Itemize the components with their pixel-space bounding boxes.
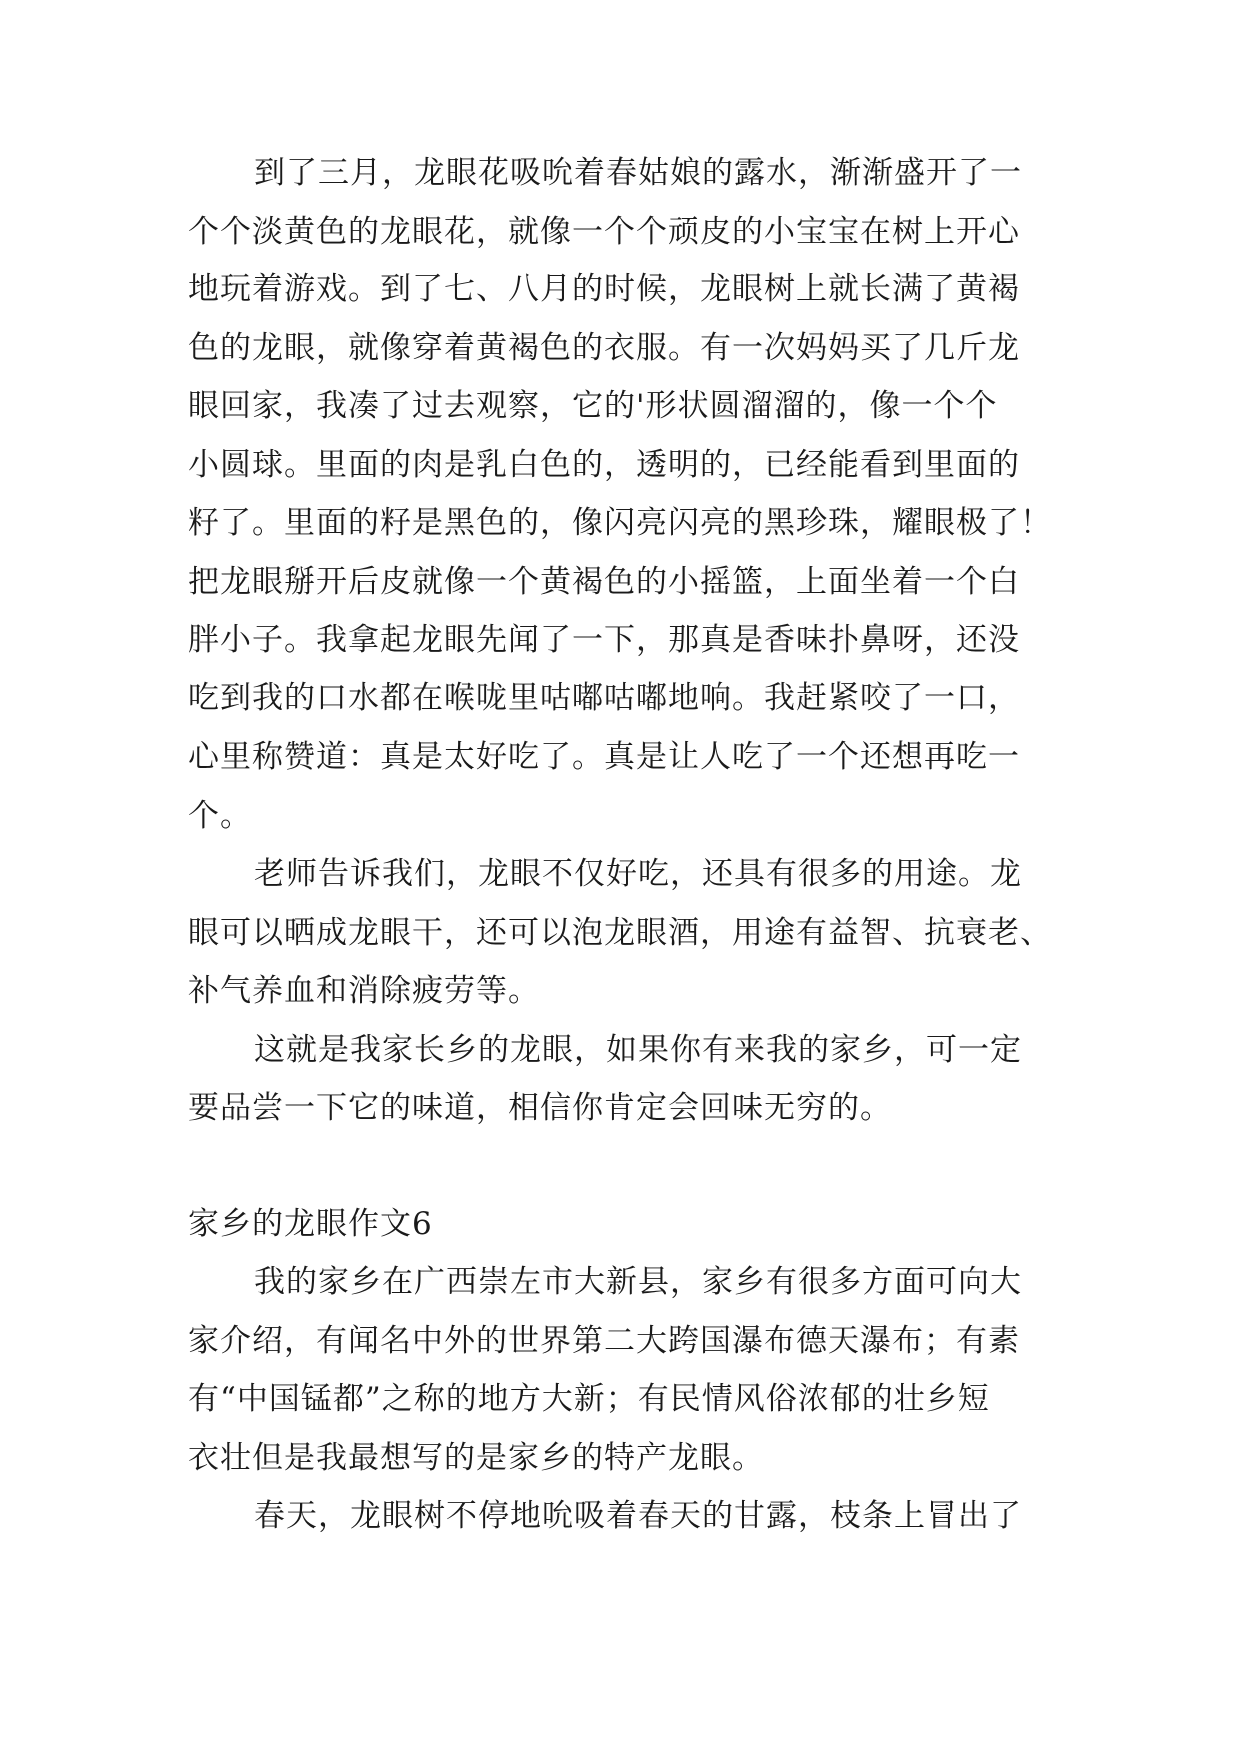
paragraph-line: 籽了。里面的籽是黑色的，像闪亮闪亮的黑珍珠，耀眼极了！: [188, 505, 1052, 541]
paragraph-line: 心里称赞道：真是太好吃了。真是让人吃了一个还想再吃一: [188, 739, 1020, 775]
paragraph-line: 春天，龙眼树不停地吮吸着春天的甘露，枝条上冒出了: [254, 1498, 1022, 1534]
paragraph-line: 老师告诉我们，龙眼不仅好吃，还具有很多的用途。龙: [254, 856, 1022, 892]
paragraph-line: 眼可以晒成龙眼干，还可以泡龙眼酒，用途有益智、抗衰老、: [188, 915, 1052, 951]
paragraph-line: 个个淡黄色的龙眼花，就像一个个顽皮的小宝宝在树上开心: [188, 214, 1020, 250]
paragraph-line: 个。: [188, 798, 252, 834]
paragraph-line: 吃到我的口水都在喉咙里咕嘟咕嘟地响。我赶紧咬了一口，: [188, 680, 1020, 716]
paragraph-line: 我的家乡在广西崇左市大新县，家乡有很多方面可向大: [254, 1264, 1022, 1300]
paragraph-line: 要品尝一下它的味道，相信你肯定会回味无穷的。: [188, 1090, 892, 1126]
paragraph-line: 补气养血和消除疲劳等。: [188, 973, 540, 1009]
paragraph-line: 色的龙眼，就像穿着黄褐色的衣服。有一次妈妈买了几斤龙: [188, 330, 1020, 366]
paragraph-line: 有“中国锰都”之称的地方大新；有民情风俗浓郁的壮乡短: [188, 1381, 990, 1417]
paragraph-line: 眼回家，我凑了过去观察，它的'形状圆溜溜的，像一个个: [188, 388, 998, 424]
paragraph-line: 把龙眼掰开后皮就像一个黄褐色的小摇篮，上面坐着一个白: [188, 564, 1020, 600]
paragraph-line: 小圆球。里面的肉是乳白色的，透明的，已经能看到里面的: [188, 447, 1020, 483]
paragraph-line: 衣壮但是我最想写的是家乡的特产龙眼。: [188, 1440, 764, 1476]
paragraph-line: 到了三月，龙眼花吸吮着春姑娘的露水，渐渐盛开了一: [254, 155, 1022, 191]
paragraph-line: 胖小子。我拿起龙眼先闻了一下，那真是香味扑鼻呀，还没: [188, 622, 1020, 658]
section-heading: 家乡的龙眼作文6: [188, 1206, 433, 1242]
paragraph-line: 家介绍，有闻名中外的世界第二大跨国瀑布德天瀑布；有素: [188, 1323, 1020, 1359]
paragraph-line: 地玩着游戏。到了七、八月的时候，龙眼树上就长满了黄褐: [188, 271, 1020, 307]
paragraph-line: 这就是我家长乡的龙眼，如果你有来我的家乡，可一定: [254, 1032, 1022, 1068]
